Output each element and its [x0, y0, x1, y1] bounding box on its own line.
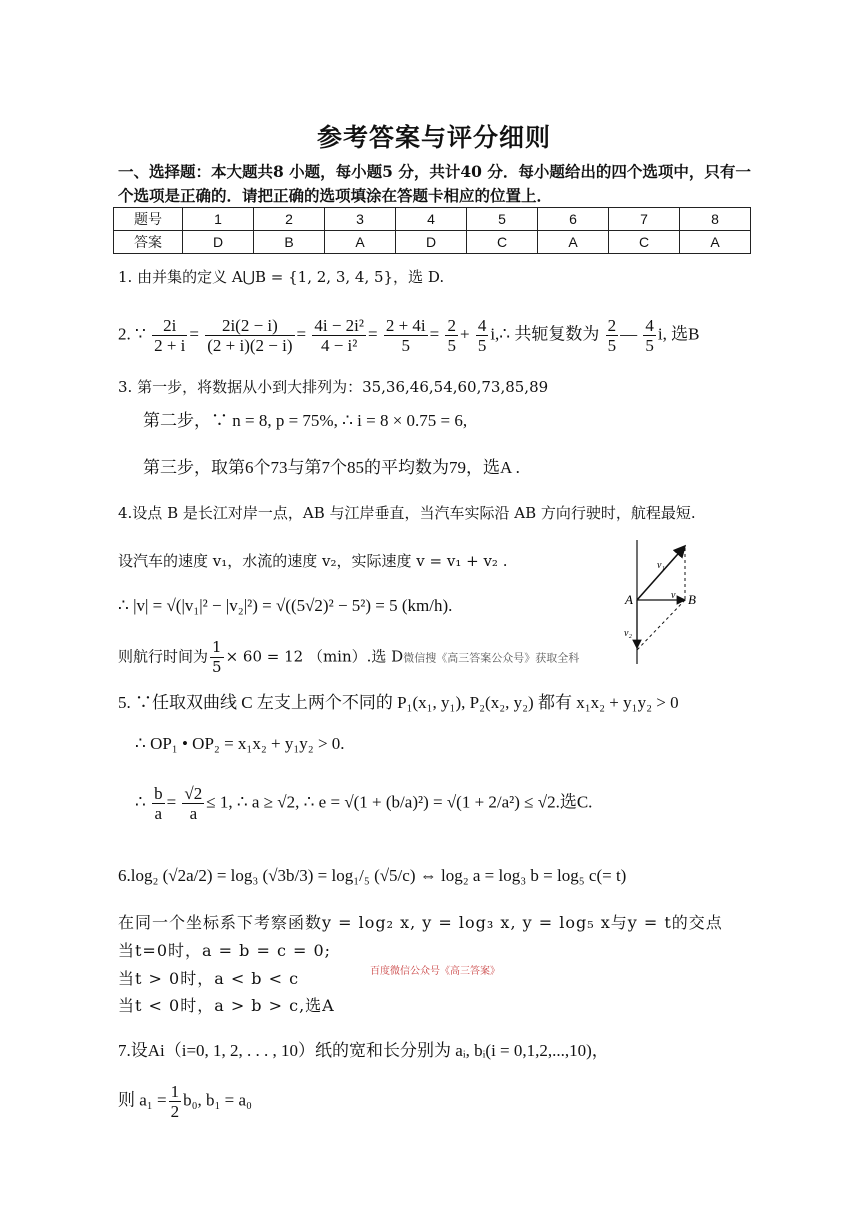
- section-intro: 一、选择题：本大题共8 小题，每小题5 分，共计40 分．每小题给出的四个选项中，只有一个选项是正确的．请把正确的选项填涂在答题卡相应的位置上．: [118, 162, 751, 205]
- table-header-cell: 答案: [114, 231, 183, 254]
- table-cell: 3: [325, 208, 396, 231]
- solution-5-line-2: ∴ OP₁ • OP₂ = x₁x₂ + y₁y₂ > 0.: [135, 734, 345, 753]
- fraction: $\frac{√2}{a}$: [184, 784, 203, 823]
- table-cell: D: [183, 231, 254, 254]
- table-cell: 8: [680, 208, 751, 231]
- solution-6-line-4: 当t > 0时，a < b < c: [118, 969, 300, 988]
- table-row-answers: [114, 231, 751, 254]
- solution-6-line-2: 在同一个坐标系下考察函数y = log₂ x, y = log₃ x, y = log₅ x与y = t的交点: [118, 913, 723, 932]
- fraction: $\frac{4}{5}$: [477, 316, 487, 355]
- table-cell: A: [680, 231, 751, 254]
- watermark-text: 百度微信公众号《高三答案》: [370, 966, 500, 977]
- table-cell: C: [609, 231, 680, 254]
- fraction: $\frac{2i}{2 + i}$: [154, 316, 186, 355]
- solution-2: 2. ∵ $\frac{2i}{2 + i}$ = $\frac{2i(2 - i)}{(2 + i)(2 - i)}$ = $\frac{\text{4i − 2i²}}{\text{4 − i²}}$ = $\frac{2 + 4i}{5}$ = $\frac{2}{5}$ + $\frac{4}{5}$ i,∴ 共轭复数为 $\frac{2}{5}$ — $\frac{4}{5}$ i, 选B: [118, 316, 700, 355]
- fraction: $\frac{2}{5}$: [607, 316, 617, 355]
- fraction: $\frac{1}{2}$: [170, 1082, 180, 1121]
- table-cell: C: [467, 231, 538, 254]
- label-a: A: [625, 592, 633, 607]
- solution-4-line-1: 4.设点 B 是长江对岸一点，AB 与江岸垂直，当汽车实际沿 AB 方向行驶时，航程最短.: [118, 504, 696, 522]
- table-header-cell: 题号: [114, 208, 183, 231]
- solution-6-line-5: 当t < 0时，a > b > c,选A: [118, 996, 335, 1015]
- solution-4-line-2: 设汽车的速度 v₁，水流的速度 v₂，实际速度 v = v₁ + v₂ .: [118, 552, 508, 570]
- table-cell: 5: [467, 208, 538, 231]
- solution-7-line-2: 则 a₁ = $\frac{1}{2}$ b₀, b₁ = a₀: [118, 1082, 252, 1121]
- solution-1: 1. 由并集的定义 A⋃B = {1, 2, 3, 4, 5}，选 D.: [118, 268, 445, 286]
- fraction: $\frac{\text{4i − 2i²}}{\text{4 − i²}}$: [314, 316, 364, 355]
- fraction: $\frac{4}{5}$: [645, 316, 654, 355]
- table-cell: B: [254, 231, 325, 254]
- label-v1: v₁: [657, 560, 665, 571]
- table-cell: 6: [538, 208, 609, 231]
- vector-v1: [637, 546, 685, 600]
- solution-6-line-1: 6.log₂ (√2a/2) = log₃ (√3b/3) = log₁/₅ (√5/c) ⇔ log₂ a = log₃ b = log₅ c(= t): [118, 866, 627, 885]
- solution-3-step-1: 3. 第一步，将数据从小到大排列为：35,36,46,54,60,73,85,89: [118, 378, 549, 396]
- fraction: $\frac{2i(2 - i)}{(2 + i)(2 - i)}$: [207, 316, 293, 355]
- table-cell: 4: [396, 208, 467, 231]
- solution-4-line-3: ∴ |v| = √(|v₁|² − |v₂|²) = √((5√2)² − 5²) = 5 (km/h).: [118, 596, 453, 615]
- fraction: $\frac{2}{5}$: [447, 316, 456, 355]
- label-v: v: [671, 590, 676, 601]
- table-cell: 1: [183, 208, 254, 231]
- table-cell: 7: [609, 208, 680, 231]
- solution-5-line-1: 5. ∵任取双曲线 C 左支上两个不同的 P₁(x₁, y₁), P₂(x₂, y₂) 都有 x₁x₂ + y₁y₂ > 0: [118, 693, 679, 712]
- velocity-vector-diagram: [615, 538, 715, 668]
- table-cell: A: [325, 231, 396, 254]
- table-cell: D: [396, 231, 467, 254]
- solution-5-line-3: ∴ $\frac{b}{a}$ = $\frac{√2}{a}$ ≤ 1, ∴ a ≥ √2, ∴ e = √(1 + (b/a)²) = √(1 + 2/a²) ≤ √2.选C.: [135, 784, 593, 823]
- table-cell: A: [538, 231, 609, 254]
- table-cell: 2: [254, 208, 325, 231]
- fraction: $\frac{1}{5}$: [212, 638, 222, 676]
- solution-7-line-1: 7.设Ai（i=0, 1, 2, . . . , 10）纸的宽和长分别为 aᵢ, bᵢ(i = 0,1,2,...,10)，: [118, 1041, 609, 1060]
- solution-4-line-4: 则航行时间为 $\frac{1}{5}$ × 60 = 12 （min）.选 D微信搜《高三答案公众号》获取全科: [118, 638, 580, 676]
- table-row-numbers: [114, 208, 751, 231]
- label-v2: v₂: [624, 628, 632, 639]
- dashed-guide: [637, 600, 685, 650]
- label-b: B: [688, 592, 696, 607]
- fraction: $\frac{2 + 4i}{5}$: [385, 316, 426, 355]
- page-title: 参考答案与评分细则: [316, 123, 551, 152]
- solution-3-step-3: 第三步，取第6个73与第7个85的平均数为79，选A .: [143, 458, 520, 477]
- fraction: $\frac{b}{a}$: [154, 784, 163, 823]
- solution-6-line-3: 当t=0时，a = b = c = 0;: [118, 941, 332, 960]
- q2-prefix: 2. ∵: [118, 324, 146, 344]
- answer-table: [113, 207, 751, 254]
- watermark-text: 微信搜《高三答案公众号》获取全科: [403, 651, 580, 665]
- solution-3-step-2: 第二步，∵ n = 8, p = 75%, ∴ i = 8 × 0.75 = 6,: [143, 411, 468, 430]
